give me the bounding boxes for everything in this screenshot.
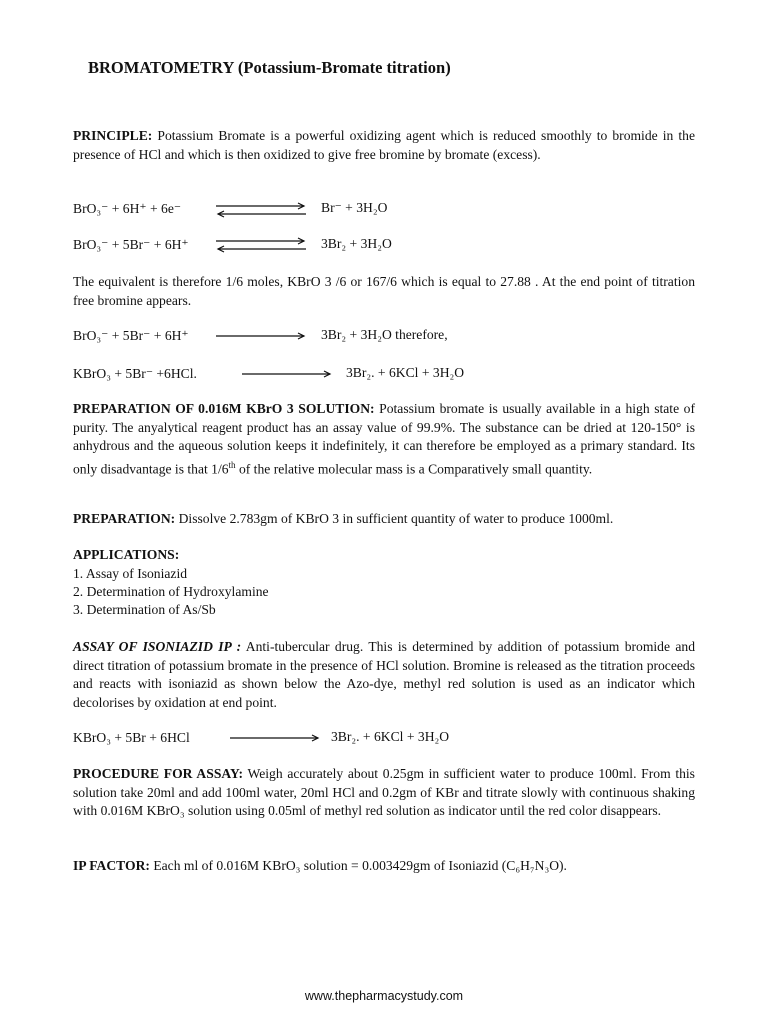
preparation-text: Dissolve 2.783gm of KBrO 3 in sufficient quantity of water to produce 1000ml. — [178, 511, 614, 526]
equation-1-left: BrO₃⁻ + 6H⁺ + 6e⁻ — [73, 201, 182, 216]
right-arrow-icon — [228, 733, 322, 743]
applications-heading — [73, 546, 179, 564]
assay-label: ASSAY OF ISONIAZID IP : — [73, 639, 242, 654]
preparation-paragraph — [73, 510, 613, 528]
equation-4-right: 3Br₂. + 6KCl + 3H₂O — [346, 365, 465, 380]
principle-label: PRINCIPLE: — [73, 128, 153, 143]
preparation-solution-label: PREPARATION OF 0.016M KBrO 3 SOLUTION: — [73, 401, 375, 416]
list-item: 2. Determination of Hydroxylamine — [73, 584, 269, 599]
superscript-th: th — [228, 459, 236, 470]
equation-2-left: BrO₃⁻ + 5Br⁻ + 6H⁺ — [73, 237, 189, 252]
equation-5 — [73, 729, 190, 747]
equation-2 — [73, 236, 189, 254]
equation-5-right: 3Br₂. + 6KCl + 3H₂O — [331, 729, 450, 744]
equation-4-left: KBrO₃ + 5Br⁻ +6HCl. — [73, 366, 197, 381]
ip-factor-paragraph — [73, 857, 567, 875]
right-arrow-icon — [214, 331, 308, 341]
equation-3-right: 3Br₂ + 3H₂O therefore, — [321, 327, 448, 342]
equilibrium-arrow-icon — [214, 202, 308, 218]
preparation-label: PREPARATION: — [73, 511, 176, 526]
preparation-solution-text-end: of the relative molecular mass is a Comparatively small quantity. — [235, 461, 593, 477]
equilibrium-arrow-icon — [214, 237, 308, 253]
ip-factor-text: Each ml of 0.016M KBrO₃ solution = 0.003429gm of Isoniazid (C₆H₇N₃O). — [153, 858, 567, 873]
equation-1 — [73, 200, 181, 218]
equivalent-paragraph: The equivalent is therefore 1/6 moles, KBrO 3 /6 or 167/6 which is equal to 27.88 . At the end point of titration free bromine appears. — [73, 274, 695, 308]
procedure-text: Weigh accurately about 0.25gm in sufficient water to produce 100ml. From this solution take 20ml and add 100ml water, 20ml HCl and 0.2gm of KBr and titrate slowly with continuous shaking with 0.016M KBrO₃ solution using 0.05ml of methyl red solution as indicator until the red color disappears. — [73, 766, 695, 818]
assay-paragraph — [73, 638, 695, 712]
page-title: BROMATOMETRY (Potassium-Bromate titration) — [88, 58, 451, 77]
equation-5-left: KBrO₃ + 5Br + 6HCl — [73, 730, 190, 745]
principle-text: Potassium Bromate is a powerful oxidizing agent which is reduced smoothly to bromide in the presence of HCl and which is then oxidized to give free bromine by bromate (excess). — [73, 128, 695, 162]
preparation-solution-paragraph — [73, 400, 695, 479]
equation-3-left: BrO₃⁻ + 5Br⁻ + 6H⁺ — [73, 328, 189, 343]
equation-4 — [73, 365, 197, 383]
equation-3 — [73, 327, 189, 345]
preparation-solution-text: Potassium bromate is usually available in a high state of purity. The anyalytical reagent product has an assay value of 99.9%. The substance can be dried at 120-150° is anhydrous and the aqueous solution keeps it indefinitely, it can therefore be employed as a primary standard. Its only disadvantage is that 1/6 — [73, 401, 696, 477]
procedure-paragraph — [73, 765, 695, 821]
procedure-label: PROCEDURE FOR ASSAY: — [73, 766, 244, 781]
list-item: 1. Assay of Isoniazid — [73, 566, 188, 581]
footer-website: www.thepharmacystudy.com — [304, 989, 464, 1003]
equation-1-right: Br⁻ + 3H₂O — [321, 200, 388, 215]
list-item: 3. Determination of As/Sb — [73, 602, 216, 617]
ip-factor-label: IP FACTOR: — [73, 858, 150, 873]
applications-label: APPLICATIONS: — [73, 547, 180, 562]
principle-paragraph — [73, 127, 695, 164]
right-arrow-icon — [240, 369, 334, 379]
assay-text: Anti-tubercular drug. This is determined by addition of potassium bromide and direct titration of potassium bromate in the presence of HCl solution. Bromine is released as the titration proceeds and reacts with isoniazid as shown below the Azo-dye, methyl red solution is used as an indicator which decolorises by oxidation at end point. — [73, 639, 695, 710]
equation-2-right: 3Br₂ + 3H₂O — [321, 236, 392, 251]
